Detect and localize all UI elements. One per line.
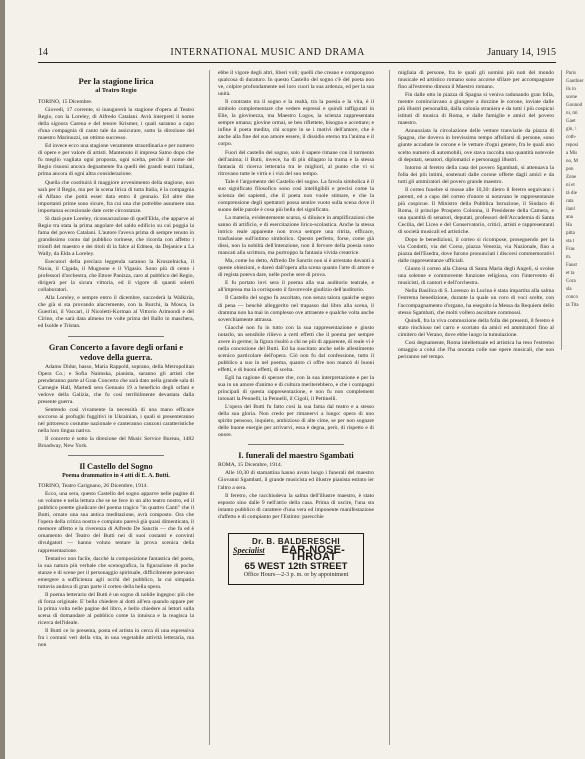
article-paragraph: E fu portato invi sera il poema alla sua auditorio teatrale, e all'impresa ma la corrisposto il favorevole giudizio dell'auditorio. — [218, 280, 374, 294]
doctor-advertisement — [228, 533, 364, 585]
subheadline-teatro-regio: al Teatro Regio — [95, 87, 137, 94]
strip-line: ni, mi — [566, 111, 578, 116]
page-number: 14 — [38, 47, 48, 58]
article-paragraph: Alla Loreley, e sempre entro il dicembre, succederà la Walkiria, che già si sta provando alacremente, con la Burchi, la Mosca, la Guerrini, il Vaccari, il Nicoletti-Korman al Vittorio Arimondi e del Cirino, che sarà data almeno tre volte prima del Ballo in maschera, ed Isolde e Tristan. — [38, 295, 194, 330]
page-header — [38, 47, 556, 61]
strip-line: rata — [566, 199, 574, 204]
strip-line: ta Tita — [566, 303, 579, 308]
article-paragraph: Il poema letterario del Butti è un sogno di nobile ingegno: più che di forza originale. E' bello chiedere ai dotti all'era quando appare per la prima volta nelle pagine del libro, e bello chiedere ai lettori sulla scena di domandare al pubblico come la intuisca e la reagisca la ricerca dell'ideale. — [38, 591, 194, 626]
dateline: TORINO, 15 Dicembre. — [38, 99, 93, 105]
strip-line: ana — [566, 215, 573, 220]
header-rule — [38, 62, 556, 63]
strip-line: ni et — [566, 183, 575, 188]
article-paragraph: Giunto il corteo alla Chiesa di Santa Maria degli Angeli, si svolse una solenne e commovente funzione religiosa, con l'intervento di musicisti, di cantori e dell'orchestra. — [398, 266, 554, 287]
article-paragraph: Il Butti ce lo presenta, posta ed artista in cerca di una espressiva fra i comuni veri della vita, in una vegetabile attività letteraria, ma non — [38, 628, 194, 649]
article-paragraph: Nella Basilica di S. Lorenzo in Lucina è stata impartita alla salma l'estrema benedizione, durante la quale un coro di voci scelte, con l'accompagnamento d'organo, ha eseguito la Messa da Requiem dello stesso Sgambati, che molti vollero ascoltare commossi. — [398, 288, 554, 316]
headline-castello-del-sogno: Il Castello del Sogno — [79, 462, 153, 472]
ad-doctor-name: Dr. B. BALDERESCHI — [251, 536, 341, 546]
strip-line: tà die — [566, 191, 577, 196]
strip-line: sta t — [566, 239, 575, 244]
column-3 — [398, 70, 554, 745]
strip-line: Paris — [566, 71, 576, 76]
strip-line: Gauthier — [566, 79, 584, 84]
column-separator — [389, 70, 390, 745]
strip-line: Gaet — [566, 119, 576, 124]
article-paragraph: Così degnamente, Roma intellettuale ed artistica ha reso l'estremo omaggio a colui che l'ha onorata colle sue opere musicali, che non periranno nel tempo. — [398, 339, 554, 360]
ad-specialty-row — [233, 543, 359, 563]
article-paragraph: Ma, come ho detto, Alfredo De Sanctis non si è arrestato davanti a queste obiezioni, e dareò dall'opera alla scena quanto l'arte di attore e di regista poteva dare, nelle poche sere di prova. — [218, 258, 374, 279]
strip-line: Ha — [566, 223, 572, 228]
article-paragraph: Ecco, una sera, questo Castello del sogno apparve nelle pagine di un volume e nella lettura che se ne fece in un alto teatro nostro, ed il pubblico potette giudicare del poema tragico "in quattro Canti" che il Butti, ornato una sua antica meditazione, avrà composto. Ora che l'opera della critica nostra e compiuto parevà già quasi dimenticata, il memore affetto e la riverenza di Alfredo De Sanctis — che fu ed è ornamento del Teatro del Butti nei dì suoi costanti e convinti divulgatori — hanno voluto tentare la prova scenica della rappresentazione. — [38, 491, 194, 554]
column-1 — [38, 70, 194, 745]
article-paragraph: Adamo Didur, basso, Maria Rappold, soprano, della Metropolitan Opera Co.; e Sofia Naimska, pianista, saranno gli artisti che prenderanno parte al Gran Concerto che sarà dato nella grande sala di Carnegie Hall, Martedì sera Gennaio 19 a beneficio degli orfani e vedove della Galizia, che fu così terribilmente devastata dalla presente guerra. — [38, 363, 194, 405]
article-paragraph: Fuori del castello del sogno, solo il sapere rimane con il tormento dell'anima; il Butti, invece, ha di più dilagato la trama e la stessa fantasia di ricerca letteraria tra le migliori, al punto che vi si ritrovano tutte le virtù e i vizi del suo tempo. — [218, 149, 374, 177]
strip-line: gin, \ — [566, 127, 577, 132]
strip-line: et ta — [566, 271, 575, 276]
strip-line: pitta — [566, 231, 575, 236]
article-divider — [248, 444, 344, 445]
article-paragraph: ebbe il vigore degli altri, liberi voli; quelli che creano e compongono qualcosa di duraturo. In questo Castello del sogno c'è del poeta non ve, colpire profondamente nei loro cuori la sua ardenza, ed per la sua unità. — [218, 70, 374, 98]
headline-stagione-lirica: Per la stagione lirica — [78, 76, 154, 86]
strip-line: Fras — [566, 247, 575, 252]
article-paragraph: Il feretro, che racchiudeva la salma dell'illustre maestro, è stato esposto sino dalle 9 nell'atrio della casa. Prima di uscire, l'una sta intanto pubblico di carattere d'una vera ed imponente manifestazione d'affetto e di compianto per l'Estinto: parecchie — [218, 492, 374, 520]
article-paragraph: Il corteo funebre si mosse alle 10,30: dietro il feretro seguivano i parenti, ed a capo del corteo d'onore si notavano le rappresentanze più cospicue. Il Ministro della Pubblica Istruzione, il Sindaco di Roma, il principe Prospero Colonna, il Presidente della Camera, e una quantità di senatori, deputati, professori dell'Accademia di Santa Cecilia, del Liceo e del Conservatorio, critici, artisti e rappresentanti di società musicali ed artistiche. — [398, 186, 554, 236]
strip-line: scene — [566, 95, 578, 100]
strip-line: m. — [566, 255, 572, 260]
page-binding-edge — [0, 0, 5, 759]
article-paragraph: Giacchè non fu in tutto con la sua rappresentazione e giusto notarlo, un sensibile rilievo a certi effetti che il poema per sempre avere in germe; la figura risultò a chi ne più di apparente, di reale vi è nella concezione del Butti. Ed ha suscitato anche nelle allestimento scenico particolare dell'opera. Ciò non fu dal confessione, tutto il pubblico a suo in nel poema, quanto ci offre non mancò di buoni effetti, e di buoni effetti, di scelta. — [218, 324, 374, 373]
headline-gran-concerto: Gran Concerto a favore degli orfani e vedove della guerra. — [48, 342, 184, 362]
article-divider — [68, 455, 164, 456]
ad-specialty: EAR-NOSE-THROAT — [281, 543, 346, 563]
strip-line: Faust — [566, 263, 577, 268]
dateline: TORINO, Teatro Carignano, 26 Dicembre, 1914. — [38, 483, 148, 490]
article-paragraph: Esecutori della preclara leggenda saranno la Kruszelnicka, il Naxia, il Cigada, il Mugnone e il Vigasio. Sono più di cento i professori d'orchestra, che Ettore Panizza, caro al pubblico del Regio, dirigerà per la sicura vittoria, ed il vigore di quanti solerti collaboratori. — [38, 259, 194, 294]
article-paragraph: migliaia di persone, fra le quali gli uomini più noti del mondo musicale ed artistico romano sono accorse sfilare per accompagnare fino all'estremo dimora il Maestro romano. — [398, 70, 554, 91]
strip-line: no, M — [566, 159, 578, 164]
article-paragraph: Il concerto è sotto la direzione del Music Service Bureau, 1482 Broadway, New York. — [38, 435, 194, 450]
article-paragraph: Intorno al feretro della casa del povero Sgambati, si attenuava la folla dei più intimi, sostenuti dalle corone offerte dagli amici e da tutti gli ammiratori del povero grande maestro. — [398, 164, 554, 185]
column-separator — [209, 70, 210, 745]
column-separator — [561, 70, 562, 350]
strip-line: reposi — [566, 143, 579, 148]
article-paragraph: Ed invece ecco una stagione veramente straordinaria e per numero di opere e per valore di artisti. Mantenuto il impresa Samo dopo che fu meglio vagliata ogni proposta, ogni scelta, perchè il nome del Regio risuoni ancora degnamente fra quelli dei grandi teatri italiani, prima ancora di ogni altra considerazione. — [38, 143, 194, 178]
headline-funerali-sgambati: I. funerali del maestro Sgambati — [238, 451, 354, 461]
article-paragraph: Sentendo così vivamente la necessità di una mano efficace soccorso ai profughi fuggitivi in Ukrainian, i quali si presenteranno nel pittoresco costume nazionale e canteranno canzoni caratteristiche nella loro lingua nativa. — [38, 406, 194, 434]
strip-line: pon — [566, 167, 574, 172]
strip-line: ilanl — [566, 207, 575, 212]
ad-office-hours: Office Hours—2-3 p. m. or by appointment — [243, 571, 349, 578]
strip-line: conco — [566, 295, 578, 300]
strip-line: ils in — [566, 87, 576, 92]
article-paragraph: Si darà pure Loreley, riconsacrazione di quell'Elda, che apparve al Regio tra stata la prima angolare del saldo edificio su cui poggia la fama del povero Catalani. L'autore l'aveva prima di sempre tenuto in grandissimo conto dal pubblico torinese, che ricorda con affetto i trionfi del maestro e dei titoli di la falce al Edmea, da Dejanice a La Wally, da Elda a Loreley. — [38, 215, 194, 257]
article-paragraph: Il contrasto tra il sogno e la realtà, tra la poesia e la vita, è il simbolo complementare che vedere espressi e quindi raffigurati in Elie, la giovinezza, ma Maestro Logos, la scienza rappresentata sempre umana; giovine ormai, se ben riflettete, bisogna e accettare; e infine il poeta medita, chi scopre in se i motivi dell'amore, che è anche alla fine del suo amore essere, il dissidio eterno tra l'anima e il corpo. — [218, 99, 374, 148]
ad-address: 65 WEST 12th STREET — [244, 560, 348, 572]
article-paragraph: Fin dalle otto in piazza di Spagna si veniva radunando gran folla, mentre cominciavano a giungere a dozzine le corone, inviate dalle più illustri personalità, dalla colonia straniera e da tutti i più cospicui istituti di musica di Roma, e dalle famiglie e amici del povero maestro. — [398, 92, 554, 127]
article-paragraph: Dopo le benedizioni, il corteo si ricompose, proseguendo per la via Condotti, via del Corso, piazza Venezia, via Nazionale, fino a piazza dell'Esedra, dove furono pronunciati i discorsi commemorativi dalle rappresentanze ufficiali. — [398, 237, 554, 265]
article-paragraph: Quella che costituirà il maggiore avvenimento della stagione, non sarà per il Regio, ma per la scena lirica di tutta Italia, è la compagnia di Alfano che potrà esser data entro il gennaio. Ed altre due importanti prime sono sicure, fra cui una che potrebbe assumere una importanza eccezionale date certe circostanze. — [38, 179, 194, 214]
article-paragraph: Il Castello del sogno fu ascoltato, non senza talora qualche segno di pena — benchè alleggerito nel trapasso dal libro alla scena, il dramma non ha mai in complesso ove attraente e qualche volta anche soverchiamente attrassa. — [218, 295, 374, 323]
strip-line: Gounod — [566, 103, 583, 108]
issue-date: January 14, 1915 — [487, 47, 556, 58]
publication-title: INTERNATIONAL MUSIC AND DRAMA — [170, 47, 365, 58]
article-paragraph: L'opera del Butti fu fatto così la sua fama dal teatro e a stesso della sua gloria. Non credo per rimanervi a lungo: opera di uno spirito pensoso, inquieto, ambizioso di alte cime, se per non sognare delle buone energie per arrivarvi, essa è degna, però, di rispetto e di onore. — [218, 404, 374, 439]
article-divider — [68, 336, 164, 337]
article-paragraph: Quindi, fra la viva commozione della folla dei presenti, il feretro è stato rinchiuso nel carro e scortato da amici ed ammiratori fino al cimitero del Verano, dove ebbe luogo la tumulazione. — [398, 317, 554, 338]
article-paragraph: Annunziata la circolazione delle vetture tranviarie da piazza di Spagna, che doveva in brevissimo tempo affollarsi di persone, sono giunte accadute le corone e le vetture d'ogni genere, fra le quali uno scelto numero di automobili, ove stava raccolta una quantità notevole di deputati, senatori, diplomatici e personaggi illustri. — [398, 128, 554, 163]
article-paragraph: Tentativo non facile, dacchè la composizione fantastica del poeta, la sua natura più verbale che scenografica, la figurazione di poche stanze e di scene per il personaggio spirituale, difficilmente potevano emergere a sufficienza agli occhi del pubblico, la cui simpatia tuttavia andava di gran parte il corteo della bella opera. — [38, 555, 194, 590]
strip-line: sla — [566, 287, 572, 292]
subheadline-poema-drammatico: Poema drammatico in 4 atti di E. A. Butti. — [62, 473, 170, 480]
ad-specialist-label: Specialist — [233, 545, 265, 555]
article-paragraph: Tale è l'argomento del Castello del sogno. La favola simbolica è il suo significato filosofico sono così intelligibili e precisi come la scienza dei sapienti, che il poeta non vuole stimare, e che la comprensione degli spettatori possa sentire vuoto sulla scena dove il suono delle parole è cosa più bella del significato. — [218, 178, 374, 213]
strip-line: Zone — [566, 175, 577, 180]
article-paragraph: La materia, evidentemente scarsa, si diluisce in amplificazioni che sanno di artificio, e di esercitazione lirico-scolastica. Anche la stessa intrico reale apparente non trova sempre una ritrita, efficace, trasfusione sull'intimo simbolico. Questo perfetto, forse, come già dissi, non la nobiltà dell'intenzione, non il fervore della poesia sono mancati alla scrittura, ma purtroppo la fantasia vivida creatrice. — [218, 214, 374, 257]
strip-line: Cora — [566, 279, 576, 284]
article-paragraph: Egli ha ragione di sperare che, con la sua interpretazione e per la sua in un amore d'animo e di cultura meriterebbero, e che i compagni principali di questa rappresentazione, e non fu non complement intonati la Pennelli, la Pennelli, il Cigoli, il Pettinelli. — [218, 374, 374, 403]
adjacent-page-strip — [566, 70, 585, 350]
article-paragraph: Alle 10,30 di stamattina hanno avuto luogo i funerali del maestro Giovanni Sgambati, il grande musicista ed illustre pianista estinto ier l'altro a sera. — [218, 470, 374, 491]
strip-line: a Mis — [566, 151, 578, 156]
article-paragraph: Giovedì, 17 corrente, si inaugurerà la stagione d'opera al Teatro Regio, con la Loreley, di Alfredo Catalani. Avrà interpreti il nome della signora Carena e del tenore Krismer, i quali saranno a capo d'una compagnia di canto tale da assicurare, sotto la direzione del maestro Marinuzzi, un ottimo successo. — [38, 107, 194, 142]
dateline: ROMA, 15 Dicembre, 1914. — [218, 462, 283, 469]
strip-line: coth- — [566, 135, 577, 140]
column-2 — [218, 70, 374, 745]
